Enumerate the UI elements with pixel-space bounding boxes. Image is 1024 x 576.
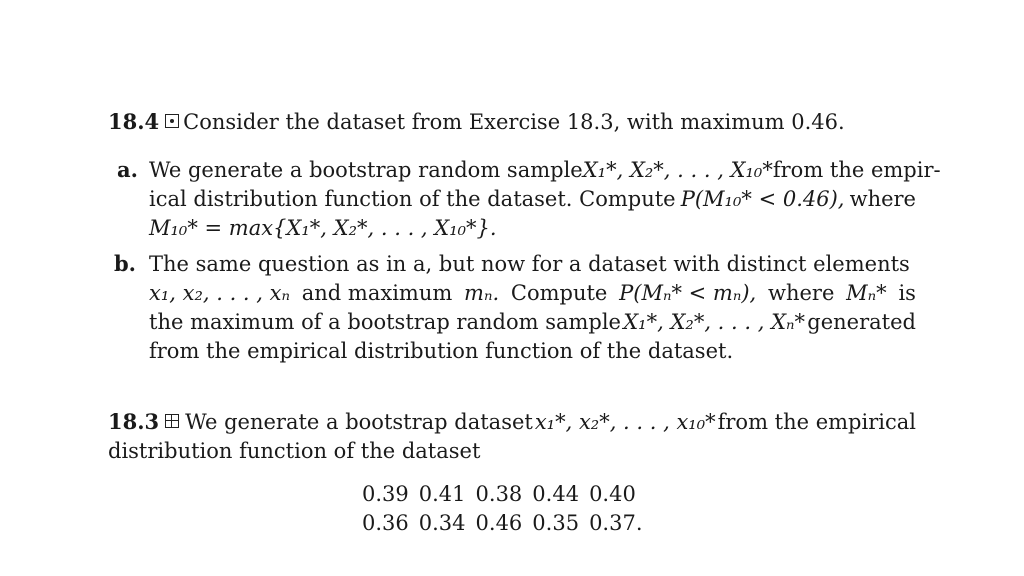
part-b-text: the maximum of a bootstrap random sample bbox=[149, 310, 621, 334]
table-cell: 0.41 bbox=[418, 482, 466, 506]
exercise-text: We generate a bootstrap dataset bbox=[185, 410, 533, 434]
part-b-label-wrap bbox=[114, 250, 136, 278]
exercise-18-4-heading bbox=[108, 108, 845, 136]
exercise-number: 18.4 bbox=[108, 109, 160, 134]
dotted-square-icon bbox=[165, 114, 179, 128]
table-cell: 0.40 bbox=[589, 482, 636, 506]
part-b-math: x₁, x₂, . . . , xₙ bbox=[149, 281, 290, 305]
part-a-text: where bbox=[849, 187, 916, 211]
part-a-text: We generate a bootstrap random sample bbox=[149, 158, 583, 182]
part-a-line-1 bbox=[149, 156, 941, 184]
dataset-table bbox=[362, 480, 653, 538]
part-b-line-3 bbox=[149, 308, 916, 336]
table-cell: 0.38 bbox=[475, 482, 523, 506]
table-cell: 0.35 bbox=[532, 511, 580, 535]
part-b-text: The same question as in a, but now for a dataset with distinct elements bbox=[149, 252, 910, 276]
part-b-line-4 bbox=[149, 337, 733, 365]
part-a-text: from the empir- bbox=[772, 158, 941, 182]
exercise-number: 18.3 bbox=[108, 409, 160, 434]
exercise-18-3-line-2 bbox=[108, 437, 480, 465]
table-cell: 0.37. bbox=[589, 511, 643, 535]
plus-square-icon bbox=[165, 414, 179, 428]
part-a-math: P(M₁₀* < 0.46), bbox=[680, 187, 845, 211]
part-a-label: a. bbox=[117, 157, 138, 182]
part-b-text: generated bbox=[807, 310, 916, 334]
exercise-text: from the empirical bbox=[717, 410, 916, 434]
part-b-text: Compute bbox=[510, 281, 608, 305]
part-a-math: X₁*, X₂*, . . . , X₁₀* bbox=[582, 158, 773, 182]
part-b-line-1 bbox=[149, 250, 910, 278]
table-cell: 0.39 bbox=[362, 482, 409, 506]
table-row bbox=[362, 480, 653, 509]
part-b-label: b. bbox=[114, 251, 136, 276]
part-b-text: is bbox=[898, 281, 916, 305]
exercise-text: distribution function of the dataset bbox=[108, 439, 481, 463]
part-a-text: ical distribution function of the dataset. Compute bbox=[149, 187, 676, 211]
part-a-line-3 bbox=[149, 214, 497, 242]
part-a-label-wrap bbox=[117, 156, 138, 184]
exercise-18-3-line-1 bbox=[108, 408, 916, 436]
exercise-intro: Consider the dataset from Exercise 18.3, with maximum 0.46. bbox=[183, 110, 845, 134]
table-cell: 0.34 bbox=[418, 511, 466, 535]
table-row bbox=[362, 509, 653, 538]
table-cell: 0.36 bbox=[362, 511, 409, 535]
part-a-math: M₁₀* = max{X₁*, X₂*, . . . , X₁₀*}. bbox=[149, 216, 497, 240]
part-b-text: from the empirical distribution function of the dataset. bbox=[149, 339, 734, 363]
part-b-text: where bbox=[767, 281, 835, 305]
part-b-math: X₁*, X₂*, . . . , Xₙ* bbox=[623, 310, 806, 334]
exercise-math: x₁*, x₂*, . . . , x₁₀* bbox=[534, 410, 716, 434]
part-b-text: and maximum bbox=[301, 281, 453, 305]
table-cell: 0.46 bbox=[475, 511, 523, 535]
part-a-line-2 bbox=[149, 185, 916, 213]
part-b-math: mₙ. bbox=[464, 281, 500, 305]
table-cell: 0.44 bbox=[532, 482, 580, 506]
part-b-line-2 bbox=[149, 279, 916, 307]
part-b-math: Mₙ* bbox=[846, 281, 887, 305]
part-b-math: P(Mₙ* < mₙ), bbox=[619, 281, 757, 305]
